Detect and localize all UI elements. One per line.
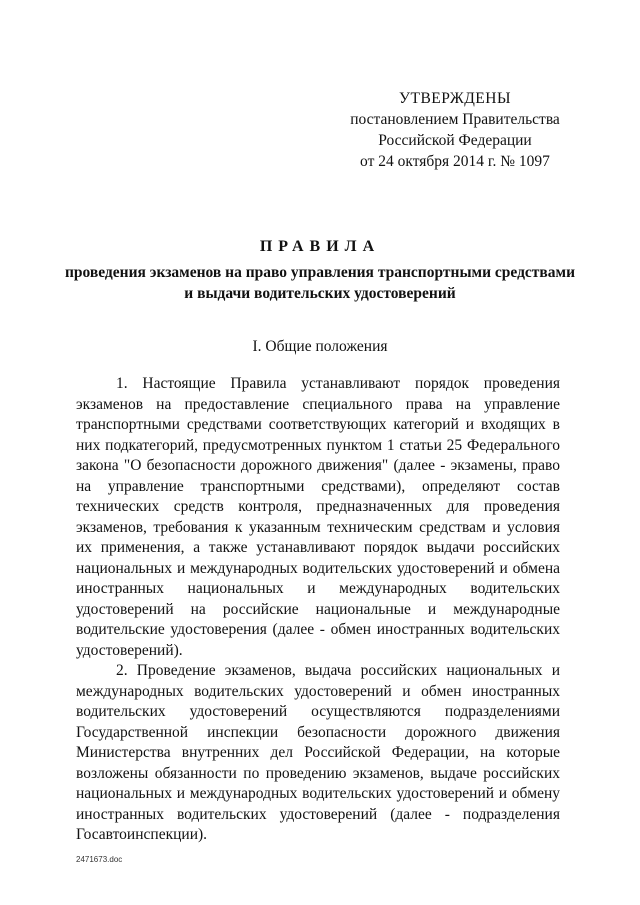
paragraph-2: 2. Проведение экзаменов, выдача российских национальных и международных водительских удостоверений и обмен иностранных водительских удостоверений осуществляются подразделениями Государственной инспекции безопасности дорожного движения Министерства внутренних дел Российской Федерации, на которые возложены обязанности по проведению экзаменов, выдаче российских национальных и международных водительских удостоверений и обмену иностранных водительских удостоверений (далее - подразделения Госавтоинспекции).: [76, 662, 560, 843]
document-subtitle: проведения экзаменов на право управления транспортными средствами и выдачи водительских удостоверений: [64, 264, 576, 302]
paragraph-1: 1. Настоящие Правила устанавливают порядок проведения экзаменов на предоставление специального права на управление транспортными средствами соответствующих категорий и входящих в них подкатегорий, предусмотренных пунктом 1 статьи 25 Федерального закона "О безопасности дорожного движения" (далее - экзамены, право на управление транспортными средствами), определяют состав технических средств контроля, предназначенных для проведения экзаменов, требования к указанным техническим средствам и условия их применения, а также устанавливают порядок выдачи российских национальных и международных водительских удостоверений и обмена иностранных национальных и международных водительских удостоверений на российские национальные и международные водительские удостоверения (далее - обмен иностранных водительских удостоверений).: [76, 375, 560, 659]
approval-line-2: Российской Федерации: [378, 132, 532, 149]
approval-line-3: от 24 октября 2014 г. № 1097: [360, 153, 550, 170]
section-heading: I. Общие положения: [252, 338, 388, 355]
section-body: [76, 374, 560, 846]
footer-file-name: 2471673.doc: [76, 855, 123, 864]
document-title: ПРАВИЛА: [259, 238, 381, 255]
approval-title: УТВЕРЖДЕНЫ: [399, 90, 511, 107]
approval-block: [340, 88, 570, 172]
approval-line-1: постановлением Правительства: [350, 111, 560, 128]
